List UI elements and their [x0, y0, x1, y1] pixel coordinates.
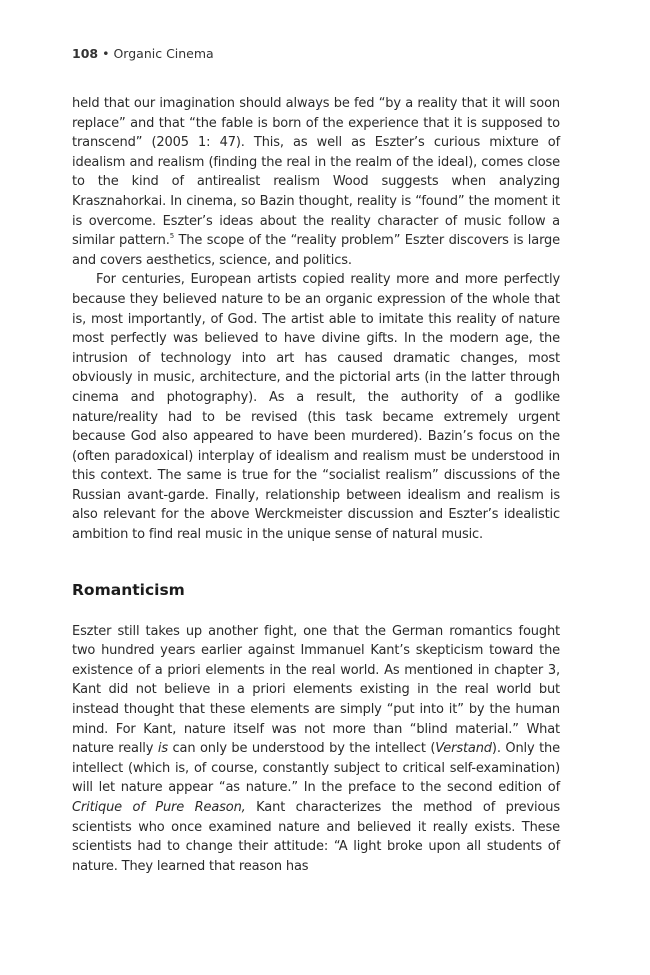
emphasis-is: is — [157, 741, 168, 757]
paragraph-3-text-d: Kant characterizes the method of previous scientists who once examined nature and believed it really exists. These scientists had to change their attitude: “A light broke upon all students of nature. They learned that reason has — [72, 800, 561, 874]
paragraph-1 — [72, 94, 560, 270]
paragraph-2: For centuries, European artists copied reality more and more perfectly because they believed nature to be an organic expression of the whole that is, most importantly, of God. The artist able to imitate this reality of nature most perfectly was believed to have divine gifts. In the modern age, the intrusion of technology into art has caused dramatic changes, most obviously in music, architecture, and the pictorial arts (in the latter through cinema and photography). As a result, the authority of a godlike nature/reality had to be revised (this task became extremely urgent because God also appeared to have been murdered). Bazin’s focus on the (often paradoxical) interplay of idealism and realism must be understood in this context. The same is true for the “socialist realism” discussions of the Russian avant-garde. Finally, relationship between idealism and realism is also relevant for the above Werckmeister discussion and Eszter’s idealistic ambition to find real music in the unique sense of natural music. — [72, 272, 560, 543]
book-title-critique: Critique of Pure Reason, — [72, 800, 246, 815]
running-title: Organic Cinema — [113, 46, 214, 61]
paragraph-3-text-b: can only be understood by the intellect ( — [167, 741, 436, 757]
book-page — [72, 44, 560, 876]
paragraph-3-text-a: Eszter still takes up another fight, one that the German romantics fought two hundred years earlier against Immanuel Kant’s skepticism toward the existence of a priori elements in the real world. As mentioned in chapter 3, Kant did not believe in a priori elements existing in the real world but instead thought that these elements are simply “put into it” by the human mind. For Kant, nature itself was not more than “blind material.” What nature really — [72, 623, 560, 757]
page-number: 108 — [72, 46, 99, 61]
paragraph-3-text-c: ). Only the intellect (which is, of course, constantly subject to critical self-examination) will let nature appear “as nature.” In the preface to the second edition of — [72, 741, 560, 796]
emphasis-verstand: Verstand — [435, 741, 492, 757]
paragraph-3 — [72, 622, 560, 877]
header-separator: • — [102, 46, 110, 61]
running-header — [72, 44, 560, 64]
section-heading: Romanticism — [72, 580, 185, 599]
footnote-marker[interactable]: 5 — [169, 232, 175, 241]
paragraph-1-text-a: held that our imagination should always be fed “by a reality that it will soon replace” and that “the fable is born of the experience that it is supposed to transcend” (2005 1: 47). This, as well as Eszter’s curious mixture of idealism and realism (finding the real in the realm of the ideal), comes close to the kind of antirealist realism Wood suggests when analyzing Krasznahorkai. In cinema, so Bazin thought, reality is “found” the moment it is overcome. Eszter’s ideas about the reality character of music follow a similar pattern. — [72, 96, 560, 249]
paragraph-1-text-b: The scope of the “reality problem” Eszter discovers is large and covers aesthetics, science, and politics. — [72, 233, 560, 268]
